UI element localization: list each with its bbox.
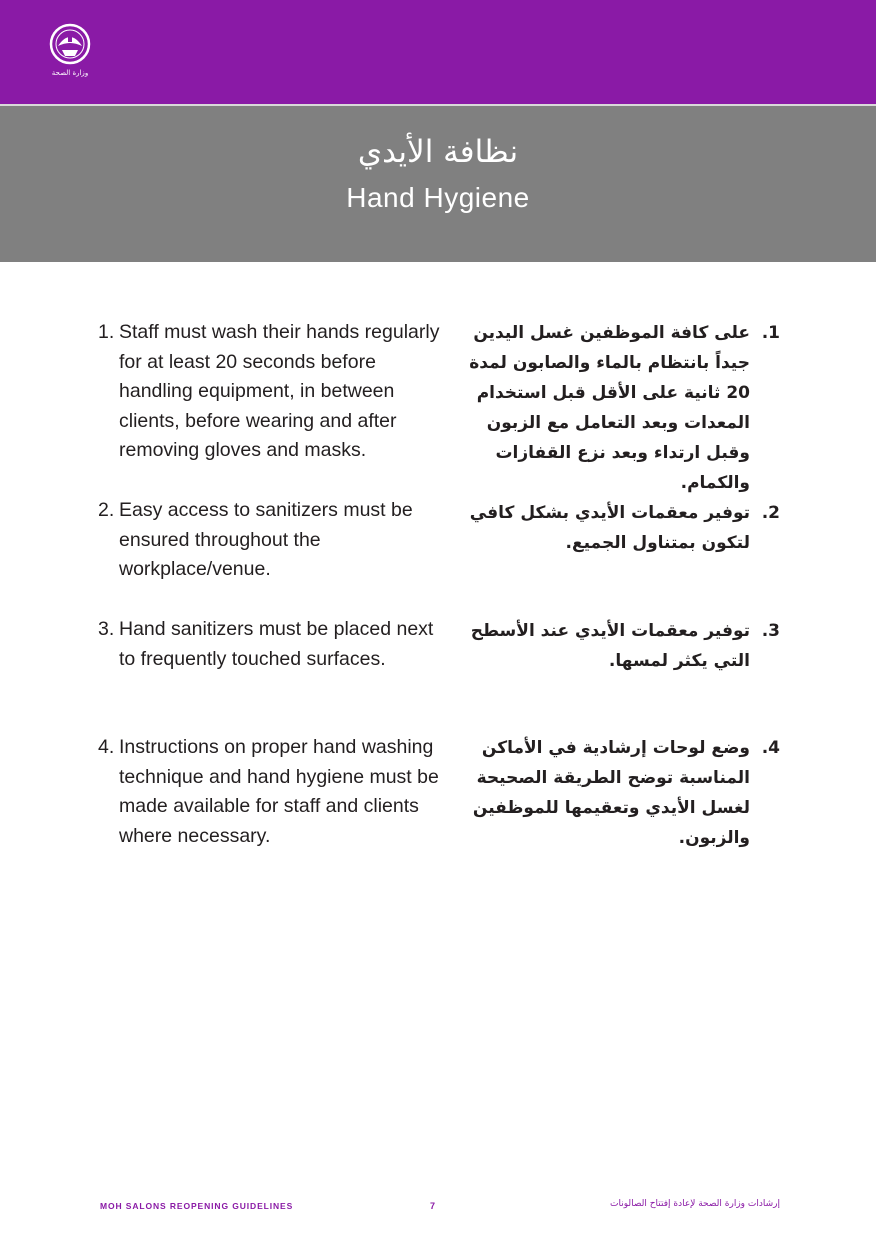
ministry-logo bbox=[44, 22, 96, 82]
ministry-name: وزارة الصحة bbox=[51, 69, 89, 77]
item-number: .4 bbox=[761, 738, 780, 758]
item-text: Instructions on proper hand washing technique and hand hygiene must be made available for staff and clients where necessary. bbox=[119, 736, 439, 847]
item-number: 2. bbox=[98, 499, 115, 521]
item-text: توفير معقمات الأيدي عند الأسطح التي يكثر لمسها. bbox=[470, 621, 750, 671]
item-text: Hand sanitizers must be placed next to frequently touched surfaces. bbox=[119, 618, 434, 670]
item-text: توفير معقمات الأيدي بشكل كافي لتكون بمتناول الجميع. bbox=[469, 503, 750, 553]
item-number: .1 bbox=[761, 323, 780, 343]
emblem-icon bbox=[44, 22, 96, 68]
footer-document-title-arabic: إرشادات وزارة الصحة لإعادة إفتتاح الصالونات bbox=[609, 1199, 780, 1209]
arabic-item-2 bbox=[440, 498, 780, 558]
item-text: على كافة الموظفين غسل اليدين جيداً بانتظام بالماء والصابون لمدة 20 ثانية على الأقل قبل استخدام المعدات وبعد التعامل مع الزبون وقبل ارتداء وبعد نزع القفازات والكمام. bbox=[469, 323, 750, 493]
page-title-english: Hand Hygiene bbox=[346, 182, 530, 213]
item-number: 3. bbox=[98, 618, 115, 640]
footer-document-title: MOH SALONS REOPENING GUIDELINES bbox=[100, 1201, 294, 1211]
english-item-3 bbox=[98, 615, 443, 674]
arabic-item-1 bbox=[440, 318, 780, 498]
arabic-item-4 bbox=[440, 733, 780, 853]
item-number: .2 bbox=[761, 503, 780, 523]
page-title-arabic: نظافة الأيدي bbox=[357, 134, 519, 170]
page-number: 7 bbox=[430, 1201, 436, 1211]
arabic-item-3 bbox=[440, 616, 780, 676]
title-band bbox=[0, 104, 876, 262]
english-item-4 bbox=[98, 733, 443, 851]
header-bar bbox=[0, 0, 876, 104]
item-text: وضع لوحات إرشادية في الأماكن المناسبة توضح الطريقة الصحيحة لغسل الأيدي وتعقيمها للموظفين والزبون. bbox=[472, 738, 750, 848]
english-item-2 bbox=[98, 496, 443, 585]
item-number: 1. bbox=[98, 321, 115, 343]
item-number: 4. bbox=[98, 736, 115, 758]
item-text: Easy access to sanitizers must be ensured throughout the workplace/venue. bbox=[119, 499, 413, 580]
item-number: .3 bbox=[761, 621, 780, 641]
item-text: Staff must wash their hands regularly for at least 20 seconds before handling equipment, in between clients, before wearing and after removing gloves and masks. bbox=[119, 321, 440, 461]
english-item-1 bbox=[98, 318, 443, 466]
